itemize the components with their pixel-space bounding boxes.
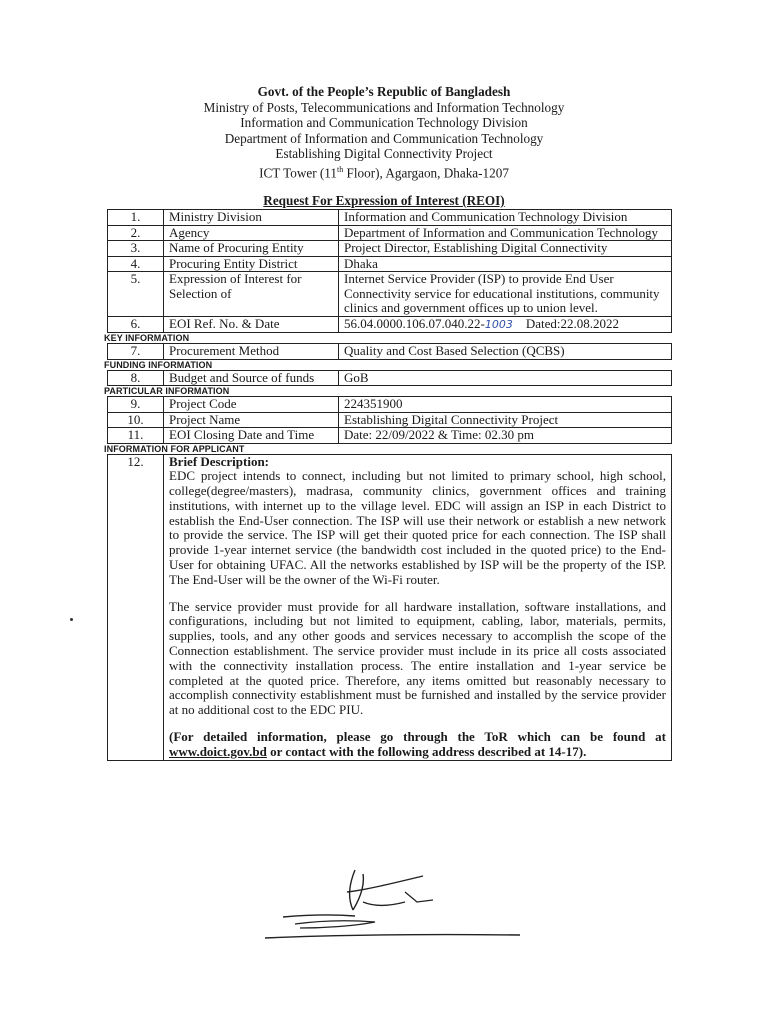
office-address: ICT Tower (11th Floor), Agargaon, Dhaka-1207 — [259, 164, 509, 181]
table-row: 10. Project Name Establishing Digital Connectivity Project — [108, 412, 672, 428]
table-row: 11. EOI Closing Date and Time Date: 22/09/2022 & Time: 02.30 pm — [108, 428, 672, 444]
detailed-info-note: (For detailed information, please go through the ToR which can be found at www.doict.gov.bd or contact with the following address described at 14-17). — [169, 729, 666, 759]
table-row: 2. Agency Department of Information and Communication Technology — [108, 225, 672, 241]
eoi-ref-value: 56.04.0000.106.07.040.22-1003 Dated:22.08.2022 — [339, 316, 672, 333]
particular-info-table — [107, 396, 672, 444]
handwritten-ref-number: 1003 — [484, 317, 513, 331]
letterhead — [0, 84, 768, 181]
section-particular-information: PARTICULAR INFORMATION — [104, 386, 230, 396]
table-row: 7. Procurement Method Quality and Cost Based Selection (QCBS) — [108, 344, 672, 360]
section-funding-information: FUNDING INFORMATION — [104, 359, 213, 370]
ink-dot — [70, 618, 73, 621]
table-row: 3. Name of Procuring Entity Project Director, Establishing Digital Connectivity — [108, 241, 672, 257]
table-row: 1. Ministry Division Information and Communication Technology Division — [108, 210, 672, 226]
doict-website-link[interactable]: www.doict.gov.bd — [169, 743, 267, 759]
department-name: Department of Information and Communication Technology — [224, 130, 544, 146]
section-information-for-applicant: INFORMATION FOR APPLICANT — [104, 443, 245, 454]
signature-icon — [255, 862, 535, 952]
description-paragraph-2: The service provider must provide for all hardware installation, software installations, and configurations, including but not limited to equipment, cabling, labor, materials, permits, supplies, tools, and any other goods and services necessary to accomplish the scope of the Connection establishment. The service provider must include in its price all costs associated with the connectivity installation process. The entire installation and 1-year service be completed at the quoted price. Therefore, any items omitted but reasonably necessary to accomplish connectivity establishment must be furnished and installed by the service provider at no additional cost to the EDC PIU. — [169, 598, 666, 718]
brief-description — [164, 454, 672, 760]
project-name-header: Establishing Digital Connectivity Project — [275, 146, 493, 162]
table-row: 6. EOI Ref. No. & Date 56.04.0000.106.07.040.22-1003 Dated:22.08.2022 — [108, 316, 672, 333]
brief-description-title: Brief Description: — [169, 453, 270, 469]
reoi-form — [103, 209, 673, 761]
section-key-information: KEY INFORMATION — [104, 333, 190, 343]
division-name: Information and Communication Technology Division — [240, 115, 528, 131]
general-info-table — [107, 209, 672, 333]
applicant-info-table — [107, 454, 672, 761]
reoi-title: Request For Expression of Interest (REOI) — [263, 193, 505, 208]
funding-info-table — [107, 370, 672, 387]
table-row: 12. Brief Description: EDC project intends to connect, including but not limited to primary school, high school, college(degree/masters), madrasa, community clinics, government offices and training institutions, with internet up to the village level. EDC will assign an ISP in each District to establish the End-User connection. The ISP will use their network or establish a new network to provide the service. The ISP will get their quoted price for each connection. The ISP shall provide 1-year internet service (the bandwidth cost included in the quoted price) to the End-User for obtaining UFAC. All the networks established by ISP will be the property of the ISP. The End-User will be the owner of the Wi-Fi router. The service provider must provide for all hardware installation, software installations, and configurations, including but not limited to equipment, cabling, labor, materials, permits, supplies, tools, and any other goods and services necessary to accomplish the scope of the Connection establishment. The service provider must include in its price all costs associated with the connectivity installation process. The entire installation and 1-year service be completed at the quoted price. Therefore, any items omitted but reasonably necessary to accomplish connectivity establishment must be furnished and installed by the service provider at no additional cost to the EDC PIU. (For detailed information, please go through the ToR which can be found at www.doict.gov.bd or contact with the following address described at 14-17). — [108, 454, 672, 760]
table-row: 9. Project Code 224351900 — [108, 397, 672, 413]
table-row: 5. Expression of Interest for Selection of Internet Service Provider (ISP) to provide End User Connectivity service for educational institutions, community clinics and government offices up to union level. — [108, 272, 672, 317]
govt-title: Govt. of the People’s Republic of Bangladesh — [257, 84, 511, 99]
table-row: 8. Budget and Source of funds GoB — [108, 370, 672, 386]
table-row: 4. Procuring Entity District Dhaka — [108, 256, 672, 272]
ministry-name: Ministry of Posts, Telecommunications and Information Technology — [203, 99, 565, 115]
description-paragraph-1: EDC project intends to connect, including but not limited to primary school, high school, college(degree/masters), madrasa, community clinics, government offices and training institutions, with internet up to the village level. EDC will assign an ISP in each District to establish the End-User connection. The ISP will use their network or establish a new network to provide the service. The ISP will get their quoted price for each connection. The ISP shall provide 1-year internet service (the bandwidth cost included in the quoted price) to the End-User for obtaining UFAC. All the networks established by ISP will be the property of the ISP. The End-User will be the owner of the Wi-Fi router. — [169, 468, 666, 587]
key-info-table — [107, 343, 672, 360]
